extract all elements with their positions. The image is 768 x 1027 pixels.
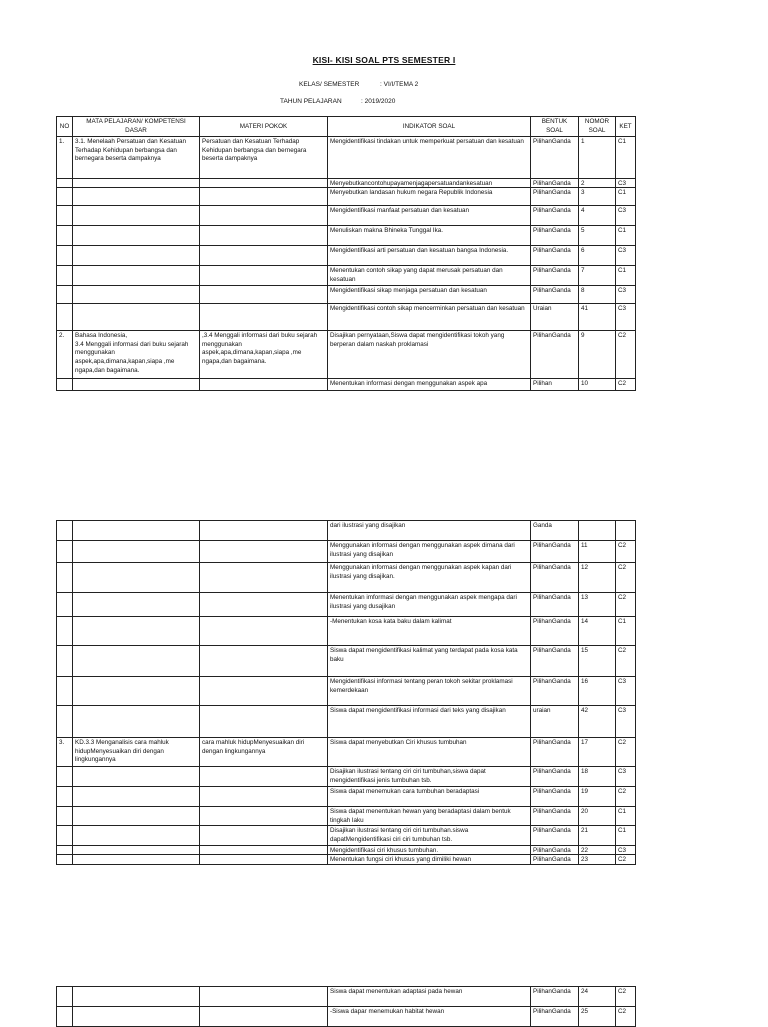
indikator-soal-cell: Menyebutkan landasan hukum negara Republik Indonesia [328,188,531,206]
kompetensi-dasar-cell [73,826,200,846]
table-row [57,206,636,226]
ket-cell: C3 [616,677,636,706]
materi-pokok-cell [200,677,328,706]
ket-cell: C2 [616,787,636,807]
table-body-page-3 [57,987,636,1027]
kompetensi-dasar-cell [73,855,200,865]
nomor-soal-cell: 7 [579,266,616,286]
materi-pokok-cell [200,304,328,331]
kompetensi-dasar-cell [73,807,200,826]
row-no-cell [57,646,73,677]
kompetensi-dasar-cell [73,987,200,1007]
nomor-soal-cell: 42 [579,706,616,738]
header-indikator: INDIKATOR SOAL [328,117,531,137]
materi-pokok-cell [200,379,328,391]
kompetensi-dasar-cell [73,179,200,188]
nomor-soal-cell: 19 [579,787,616,807]
indikator-soal-cell: Mengidentifikasi tindakan untuk memperkuat persatuan dan kesatuan [328,137,531,179]
nomor-soal-cell: 4 [579,206,616,226]
materi-pokok-cell [200,767,328,787]
materi-pokok-cell [200,266,328,286]
table-row [57,617,636,646]
bentuk-soal-cell: PilihanGanda [531,206,579,226]
indikator-soal-cell: Siswa dapat menyebutkan Ciri khusus tumbuhan [328,738,531,767]
nomor-soal-cell: 10 [579,379,616,391]
indikator-soal-cell: dari ilustrasi yang disajikan [328,521,531,541]
bentuk-soal-cell: PilihanGanda [531,738,579,767]
kompetensi-dasar-cell [73,379,200,391]
table-row [57,807,636,826]
ket-cell: C1 [616,617,636,646]
bentuk-soal-cell: PilihanGanda [531,266,579,286]
indikator-soal-cell: Siswa dapat mengidentifikasi informasi dari teks yang disajikan [328,706,531,738]
ket-cell: C3 [616,246,636,266]
table-row [57,738,636,767]
nomor-soal-cell: 22 [579,846,616,855]
indikator-soal-cell: Siswa dapat menentukan adaptasi pada hewan [328,987,531,1007]
row-no-cell [57,541,73,563]
kompetensi-dasar-cell [73,266,200,286]
ket-cell: C2 [616,541,636,563]
row-no-cell [57,787,73,807]
row-no-cell [57,188,73,206]
materi-pokok-cell: ,3.4 Menggali informasi dari buku sejarah menggunakan aspek,apa,dimana,kapan,siapa ,me ngapa,dan bagaimana. [200,331,328,379]
table-row [57,706,636,738]
ket-cell: C2 [616,331,636,379]
kelas-semester-label: KELAS/ SEMESTER [299,81,360,88]
nomor-soal-cell: 15 [579,646,616,677]
bentuk-soal-cell: PilihanGanda [531,787,579,807]
table-row [57,188,636,206]
bentuk-soal-cell: PilihanGanda [531,137,579,179]
row-no-cell [57,826,73,846]
bentuk-soal-cell: PilihanGanda [531,179,579,188]
ket-cell: C3 [616,846,636,855]
kompetensi-dasar-cell: 3.1. Menelaah Persatuan dan Kesatuan Terhadap Kehidupan berbangsa dan bernegara beserta dampaknya [73,137,200,179]
row-no-cell [57,266,73,286]
table-row [57,286,636,304]
bentuk-soal-cell: PilihanGanda [531,677,579,706]
table-row [57,246,636,266]
materi-pokok-cell: Persatuan dan Kesatuan Terhadap Kehidupan berbangsa dan bernegara beserta dampaknya [200,137,328,179]
kompetensi-dasar-cell [73,846,200,855]
header-mapel: MATA PELAJARAN/ KOMPETENSI DASAR [73,117,200,137]
nomor-soal-cell: 18 [579,767,616,787]
nomor-soal-cell: 41 [579,304,616,331]
kompetensi-dasar-cell [73,226,200,246]
ket-cell: C1 [616,226,636,246]
ket-cell: C2 [616,987,636,1007]
ket-cell: C3 [616,286,636,304]
materi-pokok-cell [200,188,328,206]
bentuk-soal-cell: PilihanGanda [531,286,579,304]
indikator-soal-cell: Menuliskan makna Bhineka Tunggal Ika. [328,226,531,246]
table-body-page-2 [57,521,636,865]
bentuk-soal-cell: Uraian [531,304,579,331]
kompetensi-dasar-cell [73,286,200,304]
table-row [57,179,636,188]
bentuk-soal-cell: PilihanGanda [531,593,579,617]
kompetensi-dasar-cell: KD.3.3 Menganalisis cara mahluk hidupMenyesuaikan diri dengan lingkungannya [73,738,200,767]
bentuk-soal-cell: PilihanGanda [531,646,579,677]
kompetensi-dasar-cell [73,206,200,226]
table-row [57,541,636,563]
indikator-soal-cell: Mengidentifikasi arti persatuan dan kesatuan bangsa Indonesia. [328,246,531,266]
bentuk-soal-cell: PilihanGanda [531,987,579,1007]
nomor-soal-cell: 11 [579,541,616,563]
materi-pokok-cell [200,706,328,738]
nomor-soal-cell: 23 [579,855,616,865]
materi-pokok-cell [200,787,328,807]
table-row [57,304,636,331]
nomor-soal-cell: 8 [579,286,616,304]
tahun-pelajaran-label: TAHUN PELAJARAN [280,98,342,105]
bentuk-soal-cell: PilihanGanda [531,563,579,593]
table-row [57,855,636,865]
indikator-soal-cell: Siswa dapat mengidentifikasi kalimat yang terdapat pada kosa kata baku [328,646,531,677]
ket-cell: C3 [616,179,636,188]
ket-cell: C2 [616,593,636,617]
materi-pokok-cell [200,563,328,593]
materi-pokok-cell [200,826,328,846]
bentuk-soal-cell: uraian [531,706,579,738]
bentuk-soal-cell: PilihanGanda [531,617,579,646]
table-row [57,826,636,846]
indikator-soal-cell: Mengidentifikasi contoh sikap mencerminkan persatuan dan kesatuan [328,304,531,331]
row-no-cell: 2. [57,331,73,379]
materi-pokok-cell [200,226,328,246]
kompetensi-dasar-cell [73,677,200,706]
table-row [57,563,636,593]
kompetensi-dasar-cell [73,617,200,646]
document-title: KISI- KISI SOAL PTS SEMESTER I [312,55,456,65]
row-no-cell [57,767,73,787]
indikator-soal-cell: -Siswa dapar menemukan habitat hewan [328,1007,531,1027]
ket-cell: C1 [616,137,636,179]
kompetensi-dasar-cell: Bahasa Indonesia, 3.4 Menggali informasi dari buku sejarah menggunakan aspek,apa,dimana,kapan,siapa ,me ngapa,dan bagaimana. [73,331,200,379]
nomor-soal-cell: 17 [579,738,616,767]
bentuk-soal-cell: PilihanGanda [531,846,579,855]
nomor-soal-cell: 20 [579,807,616,826]
indikator-soal-cell: Menyebutkancontohupayamenjagapersatuandankesatuan [328,179,531,188]
nomor-soal-cell [579,521,616,541]
table-header-row [57,117,636,137]
indikator-soal-cell: Disajikan ilustrasi tentang ciri ciri tumbuhan,siswa dapat mengidentifikasi jenis tumbuhan tsb. [328,767,531,787]
row-no-cell [57,706,73,738]
nomor-soal-cell: 14 [579,617,616,646]
row-no-cell [57,206,73,226]
row-no-cell [57,846,73,855]
nomor-soal-cell: 21 [579,826,616,846]
tahun-pelajaran-value: : 2019/2020 [361,98,396,105]
ket-cell: C2 [616,563,636,593]
nomor-soal-cell: 16 [579,677,616,706]
kompetensi-dasar-cell [73,563,200,593]
nomor-soal-cell: 1 [579,137,616,179]
row-no-cell [57,807,73,826]
bentuk-soal-cell: PilihanGanda [531,767,579,787]
table-row [57,331,636,379]
row-no-cell [57,855,73,865]
materi-pokok-cell: cara mahluk hidupMenyesuaikan diri dengan lingkungannya [200,738,328,767]
nomor-soal-cell: 6 [579,246,616,266]
table-row [57,767,636,787]
row-no-cell [57,677,73,706]
materi-pokok-cell [200,246,328,266]
row-no-cell [57,521,73,541]
indikator-soal-cell: Mengidentifikasi informasi tentang peran tokoh sekitar proklamasi kemerdekaan [328,677,531,706]
materi-pokok-cell [200,855,328,865]
row-no-cell [57,179,73,188]
materi-pokok-cell [200,646,328,677]
indikator-soal-cell: Menentukan informasi dengan menggunakan aspek apa [328,379,531,391]
indikator-soal-cell: Menggunakan informasi dengan menggunakan aspek dimana dari ilustrasi yang disajikan [328,541,531,563]
bentuk-soal-cell: PilihanGanda [531,331,579,379]
table-row [57,677,636,706]
table-body-page-1 [57,137,636,391]
indikator-soal-cell: Mengidentifikasi manfaat persatuan dan kesatuan [328,206,531,226]
bentuk-soal-cell: Ganda [531,521,579,541]
table-row [57,379,636,391]
materi-pokok-cell [200,987,328,1007]
kompetensi-dasar-cell [73,541,200,563]
ket-cell: C3 [616,304,636,331]
ket-cell: C3 [616,206,636,226]
ket-cell: C1 [616,826,636,846]
row-no-cell [57,987,73,1007]
row-no-cell: 1. [57,137,73,179]
kompetensi-dasar-cell [73,304,200,331]
kisi-table-page-3 [56,986,636,1027]
kompetensi-dasar-cell [73,521,200,541]
indikator-soal-cell: -Menentukan kosa kata baku dalam kalimat [328,617,531,646]
bentuk-soal-cell: PilihanGanda [531,246,579,266]
materi-pokok-cell [200,593,328,617]
indikator-soal-cell: Siswa dapat menemukan cara tumbuhan beradaptasi [328,787,531,807]
ket-cell: C1 [616,807,636,826]
row-no-cell [57,563,73,593]
kisi-table-page-1 [56,116,636,391]
header-nomor: NOMOR SOAL [579,117,616,137]
materi-pokok-cell [200,206,328,226]
header-materi: MATERI POKOK [200,117,328,137]
ket-cell: C1 [616,188,636,206]
kompetensi-dasar-cell [73,593,200,617]
kompetensi-dasar-cell [73,646,200,677]
bentuk-soal-cell: PilihanGanda [531,541,579,563]
nomor-soal-cell: 9 [579,331,616,379]
row-no-cell [57,246,73,266]
table-row [57,266,636,286]
nomor-soal-cell: 12 [579,563,616,593]
materi-pokok-cell [200,286,328,304]
materi-pokok-cell [200,541,328,563]
ket-cell: C2 [616,379,636,391]
kompetensi-dasar-cell [73,767,200,787]
materi-pokok-cell [200,617,328,646]
table-row [57,593,636,617]
indikator-soal-cell: Disajikan pernyataan,Siswa dapat mengidentifikasi tokoh yang berperan dalam naskah proklamasi [328,331,531,379]
nomor-soal-cell: 2 [579,179,616,188]
ket-cell: C1 [616,266,636,286]
ket-cell: C3 [616,706,636,738]
table-row [57,987,636,1007]
header-ket: KET [616,117,636,137]
row-no-cell [57,286,73,304]
bentuk-soal-cell: PilihanGanda [531,826,579,846]
row-no-cell: 3. [57,738,73,767]
indikator-soal-cell: Menggunakan informasi dengan menggunakan aspek kapan dari ilustrasi yang disajikan. [328,563,531,593]
row-no-cell [57,379,73,391]
ket-cell: C2 [616,1007,636,1027]
kompetensi-dasar-cell [73,787,200,807]
materi-pokok-cell [200,179,328,188]
kisi-table-page-2 [56,520,636,865]
indikator-soal-cell: Mengidentifikasi ciri khusus tumbuhan. [328,846,531,855]
ket-cell: C3 [616,767,636,787]
kompetensi-dasar-cell [73,706,200,738]
table-row [57,787,636,807]
header-bentuk: BENTUK SOAL [531,117,579,137]
bentuk-soal-cell: PilihanGanda [531,1007,579,1027]
nomor-soal-cell: 5 [579,226,616,246]
nomor-soal-cell: 3 [579,188,616,206]
row-no-cell [57,593,73,617]
indikator-soal-cell: Disajikan ilustrasi tentang ciri ciri tumbuhan.siswa dapatMengidentifikasi ciri ciri tumbuhan tsb. [328,826,531,846]
ket-cell: C2 [616,738,636,767]
nomor-soal-cell: 25 [579,1007,616,1027]
kompetensi-dasar-cell [73,246,200,266]
table-row [57,846,636,855]
bentuk-soal-cell: PilihanGanda [531,807,579,826]
indikator-soal-cell: Menentukan contoh sikap yang dapat merusak persatuan dan kesatuan [328,266,531,286]
bentuk-soal-cell: PilihanGanda [531,855,579,865]
materi-pokok-cell [200,521,328,541]
table-row [57,226,636,246]
ket-cell: C2 [616,855,636,865]
bentuk-soal-cell: PilihanGanda [531,226,579,246]
kompetensi-dasar-cell [73,188,200,206]
ket-cell: C2 [616,646,636,677]
row-no-cell [57,304,73,331]
row-no-cell [57,226,73,246]
table-row [57,137,636,179]
indikator-soal-cell: Mengidentifikasi sikap menjaga persatuan dan kesatuan [328,286,531,304]
bentuk-soal-cell: PilihanGanda [531,188,579,206]
kelas-semester-value: : VI/I/TEMA 2 [380,81,419,88]
nomor-soal-cell: 13 [579,593,616,617]
table-row [57,521,636,541]
indikator-soal-cell: Menentukan fungsi ciri khusus yang dimiliki hewan [328,855,531,865]
table-row [57,646,636,677]
indikator-soal-cell: Siswa dapat menentukan hewan yang beradaptasi dalam bentuk tingkah laku [328,807,531,826]
header-no: NO [57,117,73,137]
materi-pokok-cell [200,846,328,855]
nomor-soal-cell: 24 [579,987,616,1007]
indikator-soal-cell: Menentukan imformasi dengan menggunakan aspek mengapa dari ilustrasi yang dusajikan [328,593,531,617]
ket-cell [616,521,636,541]
materi-pokok-cell [200,807,328,826]
bentuk-soal-cell: Pilihan [531,379,579,391]
row-no-cell [57,617,73,646]
